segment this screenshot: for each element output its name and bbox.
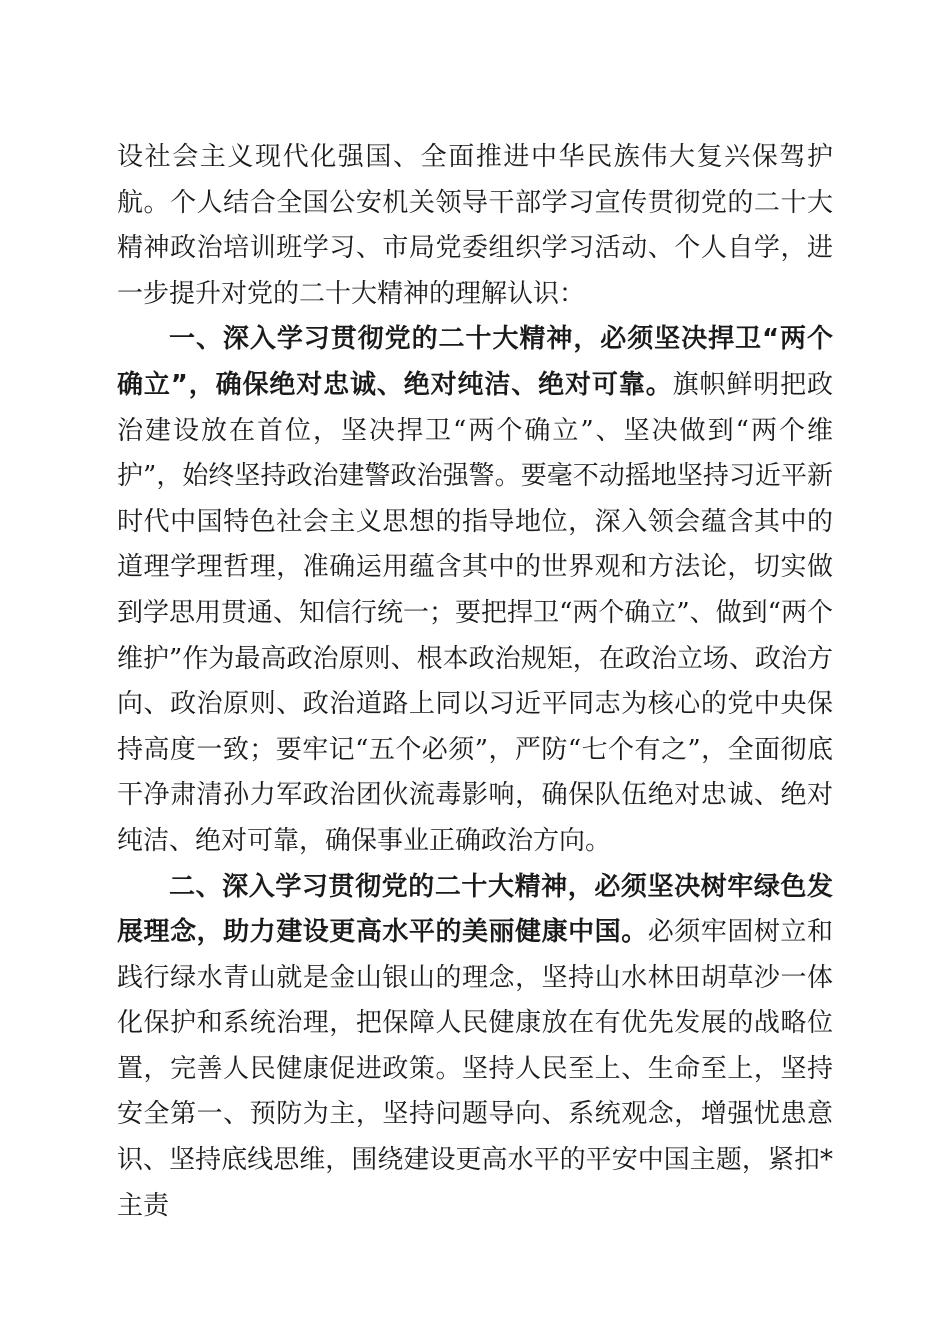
paragraph-intro (117, 135, 833, 317)
section-one-body: 旗帜鲜明把政治建设放在首位，坚决捍卫“两个确立”、坚决做到“两个维护”，始终坚持政治建警政治强警。要毫不动摇地坚持习近平新时代中国特色社会主义思想的指导地位，深入领会蕴含其中的道理学理哲理，准确运用蕴含其中的世界观和方法论，切实做到学思用贯通、知信行统一；要把捍卫“两个确立”、做到“两个维护”作为最高政治原则、根本政治规矩，在政治立场、政治方向、政治原则、政治道路上同以习近平同志为核心的党中央保持高度一致；要牢记“五个必须”，严防“七个有之”，全面彻底干净肃清孙力军政治团伙流毒影响，确保队伍绝对忠诚、绝对纯洁、绝对可靠，确保事业正确政治方向。 (117, 369, 833, 856)
section-two-body: 必须牢固树立和践行绿水青山就是金山银山的理念，坚持山水林田胡草沙一体化保护和系统治理，把保障人民健康放在有优先发展的战略位置，完善人民健康促进政策。坚持人民至上、生命至上，坚持安全第一、预防为主，坚持问题导向、系统观念，增强忧患意识、坚持底线思维，围绕建设更高水平的平安中国主题，紧扣*主责 (117, 917, 833, 1221)
paragraph-section-two (117, 865, 833, 1230)
section-one-heading: 一、深入学习贯彻党的二十大精神，必须坚决捍卫“两个确立”，确保绝对忠诚、绝对纯洁、绝对可靠。 (117, 324, 833, 400)
paragraph-intro-text: 设社会主义现代化强国、全面推进中华民族伟大复兴保驾护航。个人结合全国公安机关领导干部学习宣传贯彻党的二十大精神政治培训班学习、市局党委组织学习活动、个人自学，进一步提升对党的二十大精神的理解认识： (117, 142, 833, 309)
document-body (117, 135, 833, 1229)
paragraph-section-one (117, 317, 833, 864)
section-two-heading: 二、深入学习贯彻党的二十大精神，必须坚决树牢绿色发展理念，助力建设更高水平的美丽健康中国。 (117, 871, 833, 948)
